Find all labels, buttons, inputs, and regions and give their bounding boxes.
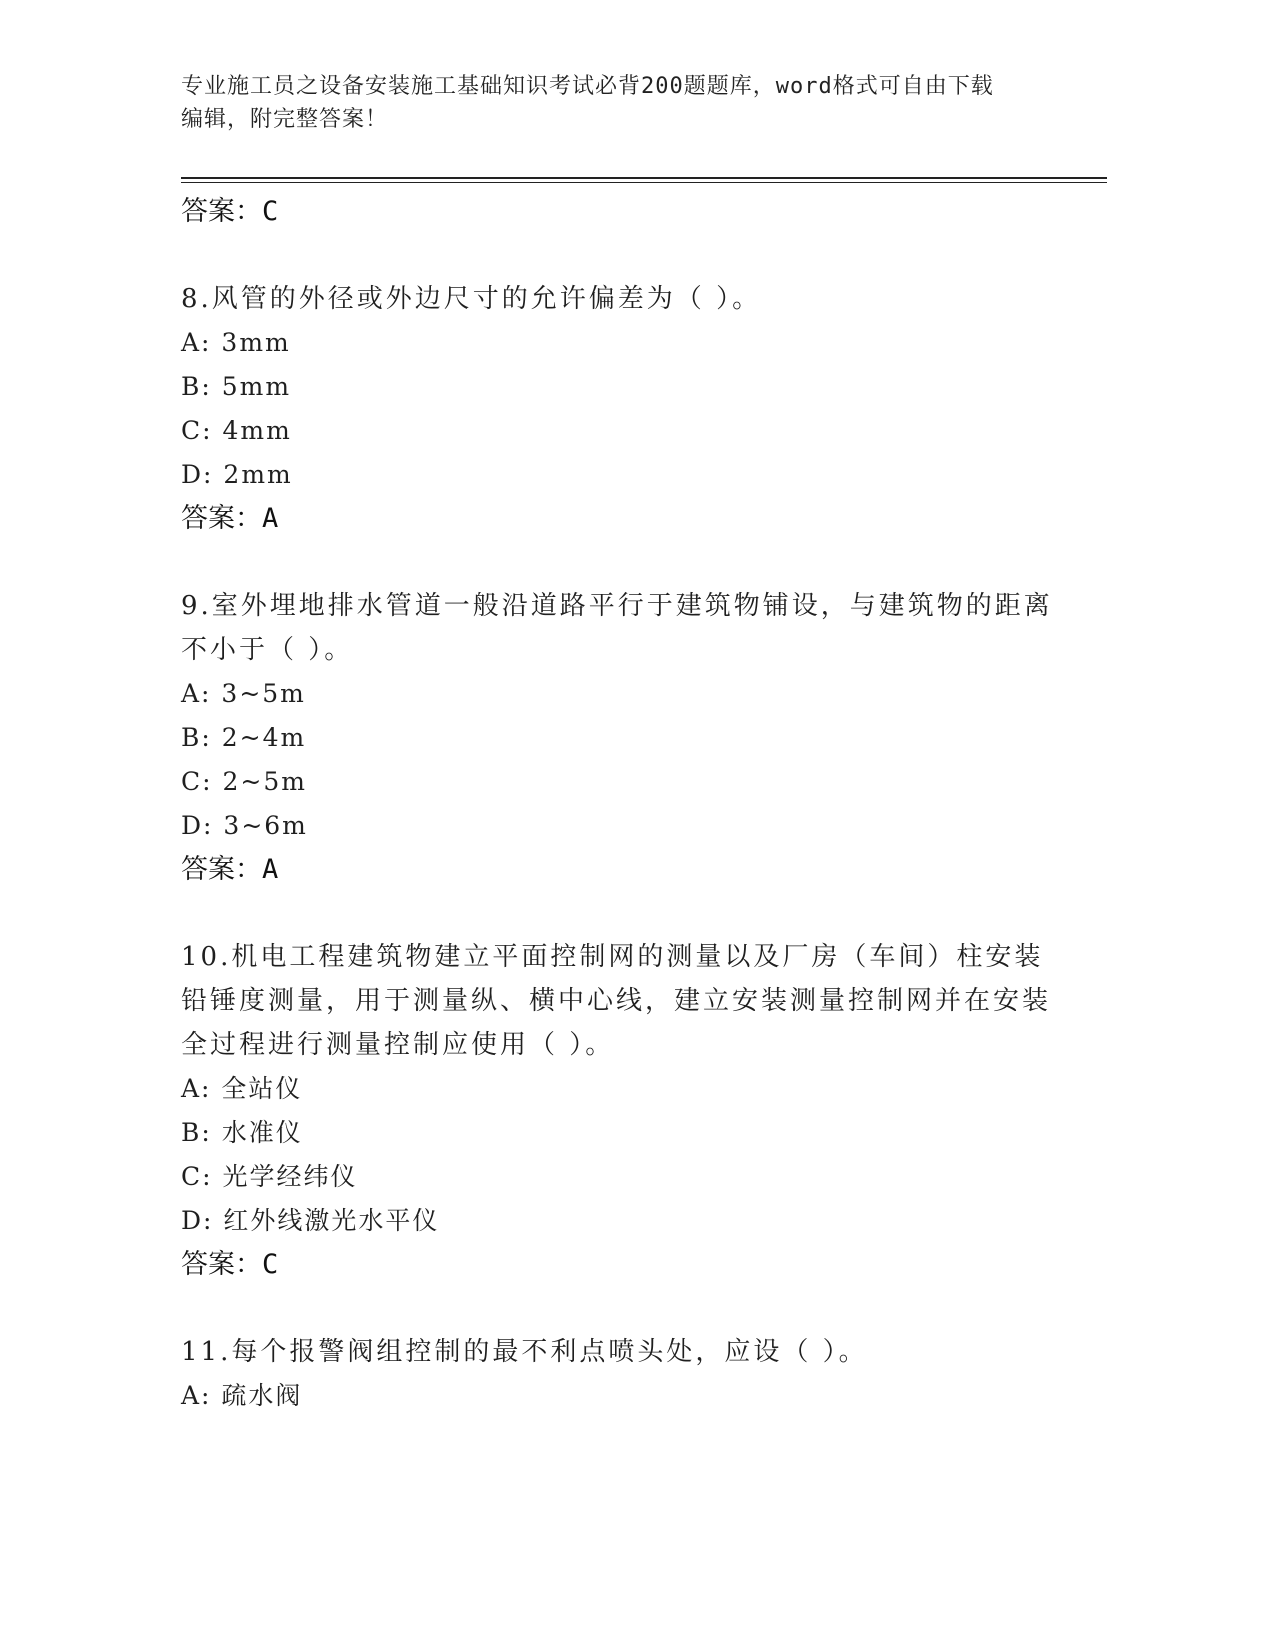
header-divider-thick (181, 177, 1107, 179)
question-text: 10.机电工程建筑物建立平面控制网的测量以及厂房（车间）柱安装铅锤度测量，用于测量纵、横中心线，建立安装测量控制网并在安装全过程进行测量控制应使用（ ）。 (181, 942, 1052, 1060)
header-title-line-1: 专业施工员之设备安装施工基础知识考试必背200题题库，word格式可自由下载 (181, 74, 994, 99)
previous-question-answer: 答案：C (181, 196, 279, 227)
option-d: D: 红外线激光水平仪 (181, 1206, 440, 1235)
option-a: A: 疏水阀 (181, 1381, 303, 1410)
option-a: A: 全站仪 (181, 1074, 303, 1103)
option-c: C: 2~5m (181, 767, 307, 796)
option-a: A: 3mm (181, 328, 291, 357)
option-a: A: 3~5m (181, 679, 306, 708)
option-b: B: 2~4m (181, 723, 307, 752)
answer: 答案：A (181, 503, 279, 534)
option-b: B: 水准仪 (181, 1118, 303, 1147)
question-text: 8.风管的外径或外边尺寸的允许偏差为（ ）。 (181, 284, 762, 314)
question-11 (181, 1330, 1061, 1418)
question-8 (181, 277, 1061, 541)
answer: 答案：C (181, 1249, 279, 1280)
header-title-line-2: 编辑，附完整答案！ (181, 107, 389, 132)
question-list (181, 190, 1061, 1418)
header-divider-thin (181, 182, 1107, 183)
option-d: D: 3~6m (181, 811, 308, 840)
question-9 (181, 584, 1061, 892)
answer: 答案：A (181, 854, 279, 885)
option-c: C: 光学经纬仪 (181, 1162, 358, 1191)
option-c: C: 4mm (181, 416, 292, 445)
option-d: D: 2mm (181, 460, 293, 489)
document-header (181, 70, 1061, 136)
question-text: 9.室外埋地排水管道一般沿道路平行于建筑物铺设，与建筑物的距离不小于（ ）。 (181, 591, 1053, 665)
question-10 (181, 935, 1061, 1287)
question-text: 11.每个报警阀组控制的最不利点喷头处，应设（ ）。 (181, 1337, 868, 1367)
option-b: B: 5mm (181, 372, 292, 401)
